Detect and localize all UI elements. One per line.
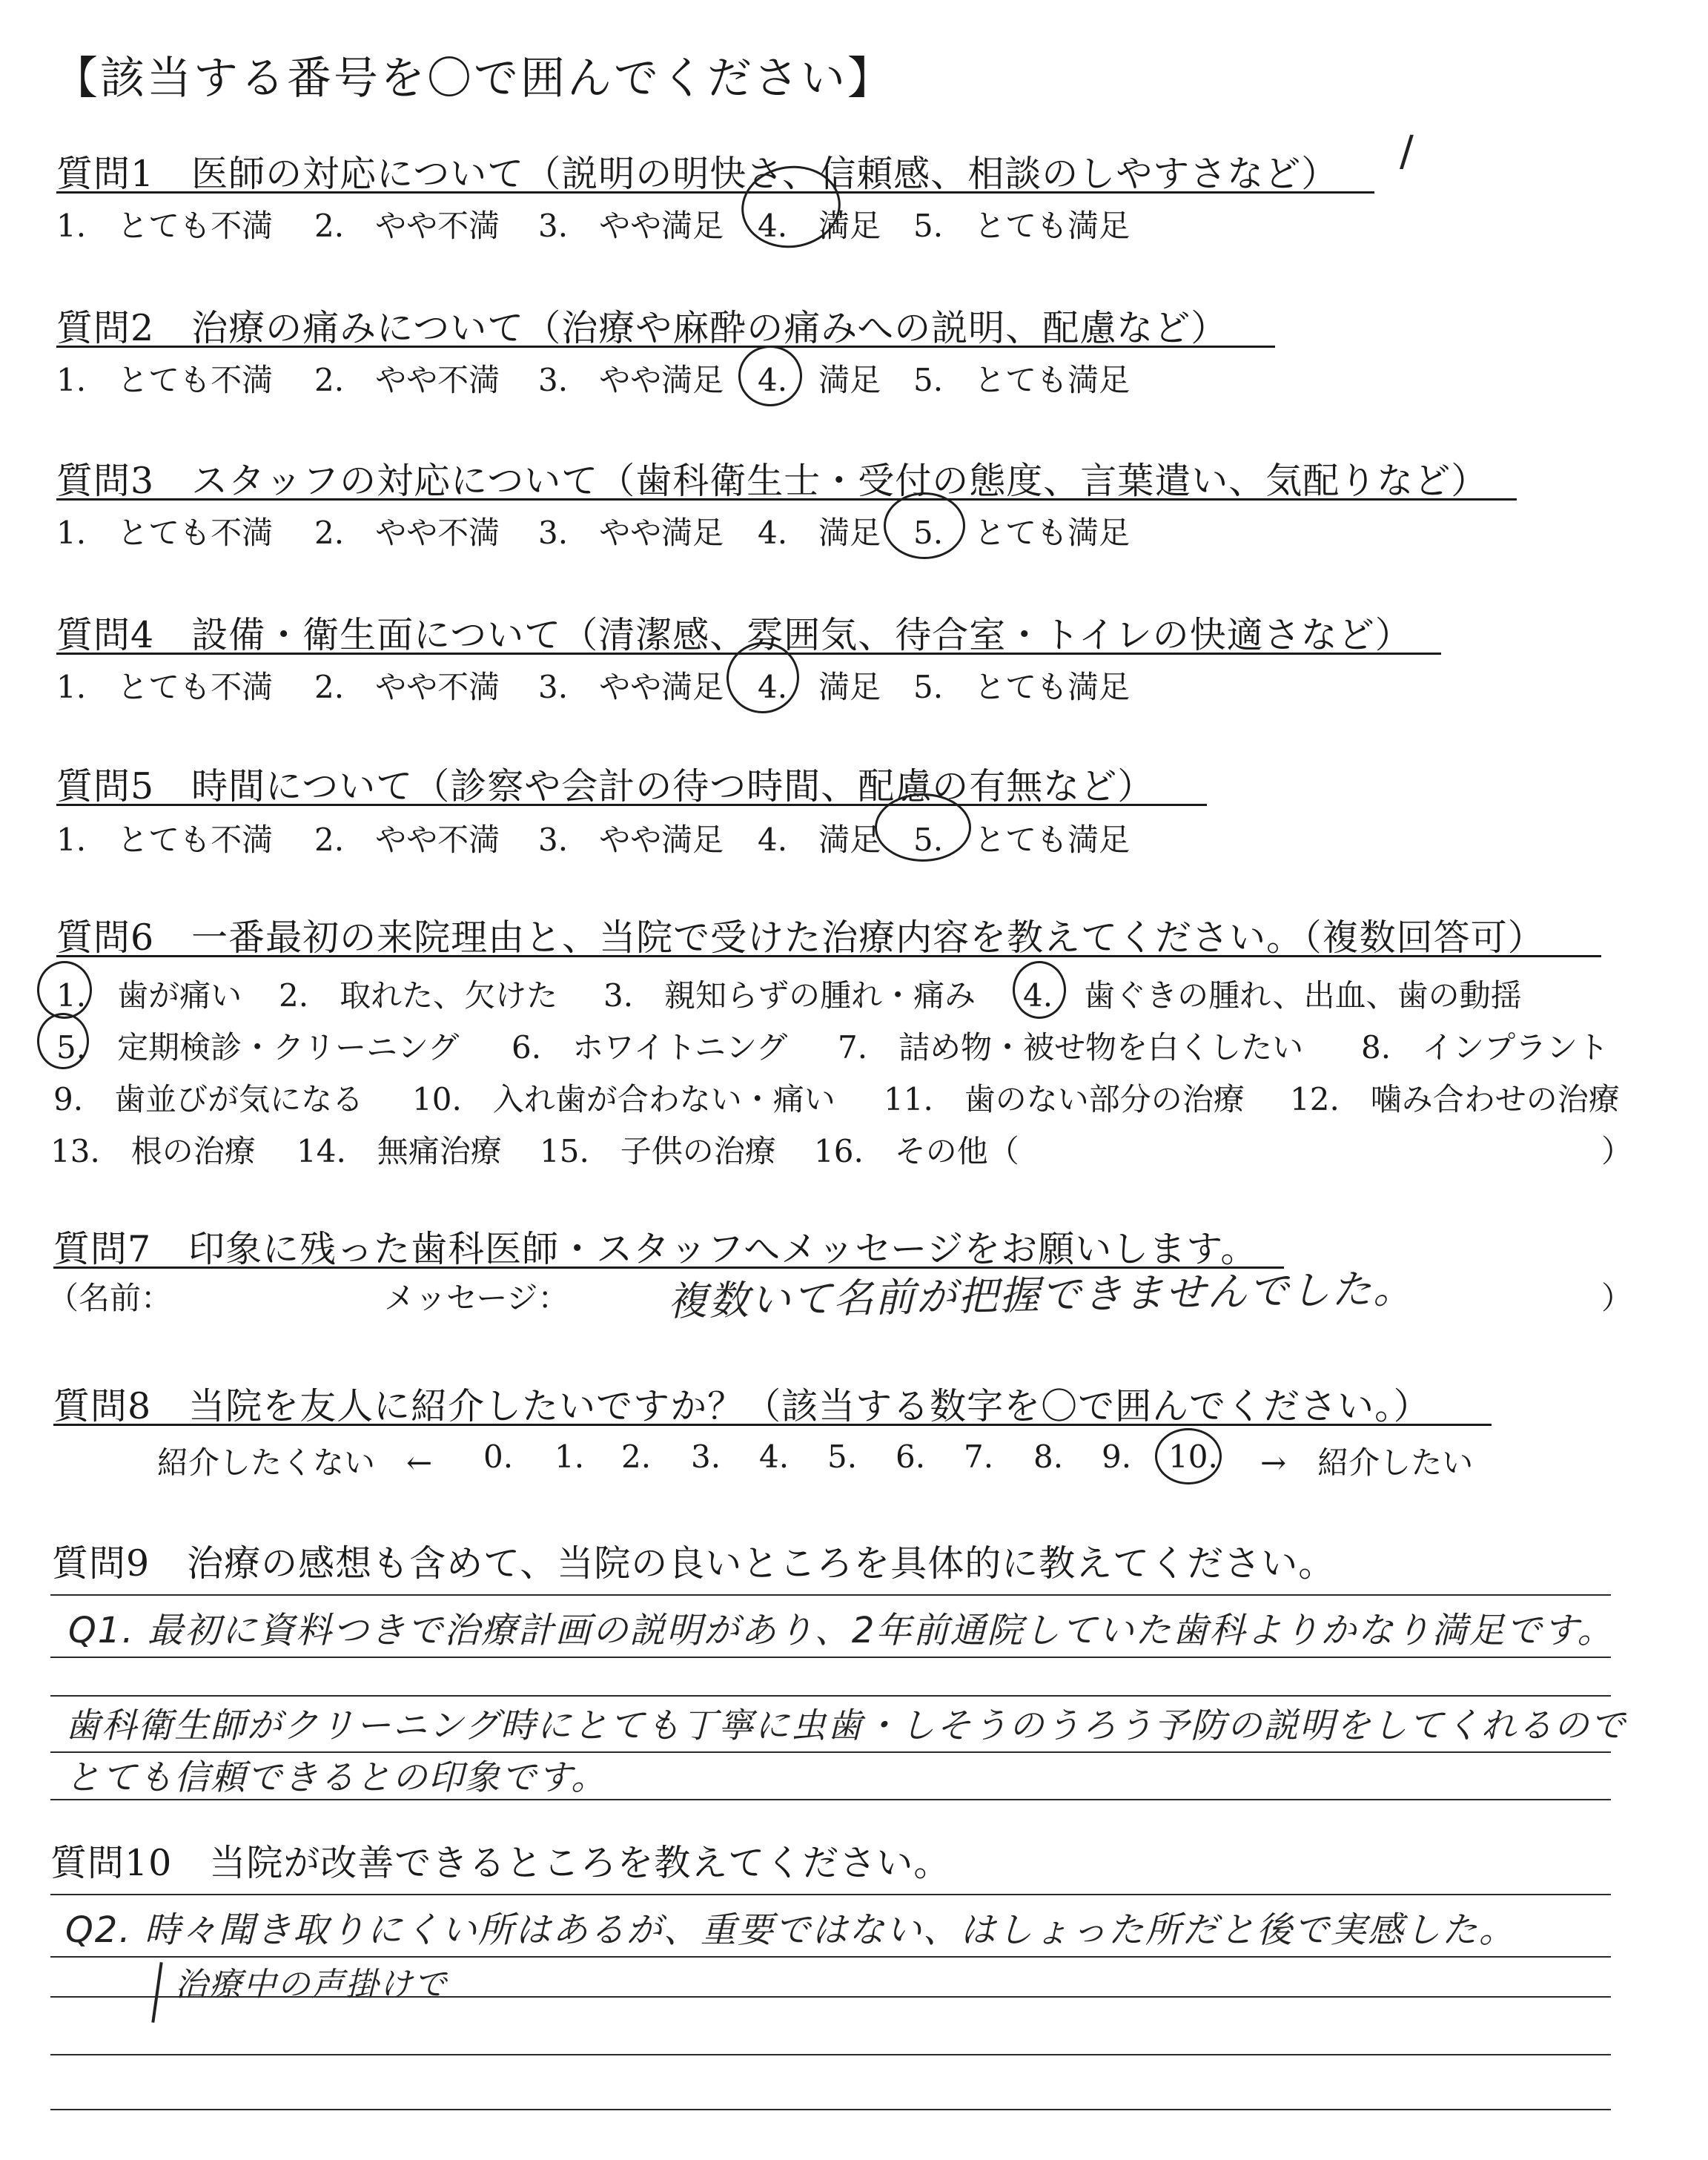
q6-option-15[interactable]: 15. 子供の治療 [540,1133,776,1169]
q3-option-5[interactable]: 5. とても満足 [913,515,1131,551]
q6-option-2[interactable]: 2. 取れた、欠けた [279,977,558,1014]
q5-option-1[interactable]: 1. とても不満 [56,822,274,858]
q6-option-10[interactable]: 10. 入れ歯が合わない・痛い [412,1081,835,1117]
q10-answer-line-5 [50,2109,1611,2110]
q8-number-9[interactable]: 9. [1102,1439,1132,1475]
q6-option-7[interactable]: 7. 詰め物・被せ物を白くしたい [838,1029,1304,1066]
q3-option-4[interactable]: 4. 満足 [758,515,881,551]
q6-selection-circle-5 [37,1013,89,1069]
q2-option-4[interactable]: 4. 満足 [758,362,881,398]
q9-answer-line-1 [50,1594,1611,1596]
q10-answer-line-1 [50,1894,1611,1895]
q6-option-8[interactable]: 8. インプラント [1361,1029,1609,1066]
q4-option-1[interactable]: 1. とても不満 [56,669,274,705]
q4-option-3[interactable]: 3. やや満足 [538,669,724,705]
q8-number-6[interactable]: 6. [896,1439,926,1475]
question-1-underline [56,191,1374,194]
question-7-title: 質問7 印象に残った歯科医師・スタッフへメッセージをお願いします。 [53,1228,1258,1270]
q7-message-label: メッセージ： [384,1280,569,1316]
q8-number-4[interactable]: 4. [759,1439,790,1475]
q4-option-4[interactable]: 4. 満足 [758,669,881,705]
q10-answer-line-3 [50,1996,1611,1998]
q8-number-8[interactable]: 8. [1033,1439,1064,1475]
q6-option-6[interactable]: 6. ホワイトニング [512,1029,788,1066]
q6-option-5[interactable]: 5. 定期検診・クリーニング [56,1029,460,1066]
q4-option-5[interactable]: 5. とても満足 [913,669,1131,705]
question-6-underline [56,955,1601,957]
q10-answer-line-4 [50,2054,1611,2055]
q6-option-14[interactable]: 14. 無痛治療 [297,1133,502,1169]
q8-left-label: 紹介したくない ← [157,1444,433,1481]
q8-number-0[interactable]: 0. [483,1439,514,1475]
q6-other-close-paren: ） [1601,1133,1633,1169]
q5-option-2[interactable]: 2. やや不満 [314,822,500,858]
question-2-title: 質問2 治療の痛みについて（治療や麻酔の痛みへの説明、配慮など） [56,307,1228,349]
q5-option-5[interactable]: 5. とても満足 [913,822,1131,858]
q8-number-10[interactable]: 10. [1168,1439,1218,1475]
q9-answer-text-1[interactable]: Q1. 最初に資料つきで治療計画の説明があり、2年前通院していた歯科よりかなり満足です。 [68,1610,1615,1651]
q1-option-4[interactable]: 4. 満足 [758,208,881,244]
q8-number-1[interactable]: 1. [555,1439,585,1475]
q3-selection-circle [884,492,965,559]
form-heading: 【該当する番号を〇で囲んでください】 [53,53,894,105]
q6-selection-circle-1 [37,961,92,1019]
q2-option-5[interactable]: 5. とても満足 [913,362,1131,398]
question-10-title: 質問10 当院が改善できるところを教えてください。 [50,1842,951,1884]
q8-selection-circle [1155,1428,1222,1484]
question-5-title: 質問5 時間について（診察や会計の待つ時間、配慮の有無など） [56,765,1155,807]
q3-option-3[interactable]: 3. やや満足 [538,515,724,551]
question-8-underline [53,1424,1492,1426]
q6-option-11[interactable]: 11. 歯のない部分の治療 [884,1081,1245,1117]
q6-option-13[interactable]: 13. 根の治療 [50,1133,256,1169]
q9-answer-text-2[interactable]: 歯科衛生師がクリーニング時にとても丁寧に虫歯・しそうのうろう予防の説明をしてくれるので [65,1705,1627,1746]
q8-number-3[interactable]: 3. [691,1439,721,1475]
question-3-underline [56,498,1517,501]
question-3-title: 質問3 スタッフの対応について（歯科衛生士・受付の態度、言葉遣い、気配りなど） [56,460,1489,502]
q1-option-3[interactable]: 3. やや満足 [538,208,724,244]
q8-number-5[interactable]: 5. [827,1439,858,1475]
q2-option-1[interactable]: 1. とても不満 [56,362,274,398]
q9-answer-text-3[interactable]: とても信頼できるとの印象です。 [65,1757,608,1798]
question-9-title: 質問9 治療の感想も含めて、当院の良いところを具体的に教えてください。 [52,1542,1336,1585]
q8-right-label: → 紹介したい [1260,1444,1474,1481]
q5-selection-circle [875,793,971,862]
q1-option-1[interactable]: 1. とても不満 [56,208,274,244]
question-1-title: 質問1 医師の対応について（説明の明快さ、信頼感、相談のしやすさなど） [56,153,1339,195]
q6-option-4[interactable]: 4. 歯ぐきの腫れ、出血、歯の動揺 [1023,977,1522,1014]
q9-answer-line-5 [50,1799,1611,1800]
q1-option-5[interactable]: 5. とても満足 [913,208,1131,244]
q8-number-2[interactable]: 2. [621,1439,652,1475]
q6-option-16-other[interactable]: 16. その他（ [814,1133,1019,1169]
question-4-title: 質問4 設備・衛生面について（清潔感、雰囲気、待合室・トイレの快適さなど） [56,614,1412,656]
q9-answer-line-3 [50,1695,1611,1697]
q5-option-3[interactable]: 3. やや満足 [538,822,724,858]
stray-pen-mark: / [1400,128,1415,176]
question-8-title: 質問8 当院を友人に紹介したいですか？（該当する数字を〇で囲んでください。） [53,1385,1431,1427]
q8-number-7[interactable]: 7. [964,1439,994,1475]
q10-pen-stroke [151,1962,162,2023]
q6-option-3[interactable]: 3. 親知らずの腫れ・痛み [603,977,976,1014]
question-5-underline [56,804,1207,806]
q1-option-2[interactable]: 2. やや不満 [314,208,500,244]
q9-answer-line-2 [50,1657,1611,1658]
question-6-title: 質問6 一番最初の来院理由と、当院で受けた治療内容を教えてください。（複数回答可） [56,916,1545,959]
question-2-underline [56,346,1275,348]
q5-option-4[interactable]: 4. 満足 [758,822,881,858]
q10-answer-text-1[interactable]: Q2. 時々聞き取りにくい所はあるが、重要ではない、はしょった所だと後で実感した。 [65,1909,1516,1951]
q6-option-12[interactable]: 12. 噛み合わせの治療 [1290,1081,1620,1117]
q6-option-1[interactable]: 1. 歯が痛い [56,977,242,1014]
q2-option-2[interactable]: 2. やや不満 [314,362,500,398]
q7-handwritten-message[interactable]: 複数いて名前が把握できませんでした。 [666,1265,1415,1325]
q3-option-2[interactable]: 2. やや不満 [314,515,500,551]
q7-name-label: （名前： [47,1280,173,1316]
q6-selection-circle-4 [1013,961,1066,1019]
q2-option-3[interactable]: 3. やや満足 [538,362,724,398]
q7-close-paren: ） [1601,1280,1633,1316]
q4-option-2[interactable]: 2. やや不満 [314,669,500,705]
q3-option-1[interactable]: 1. とても不満 [56,515,274,551]
q2-selection-circle [738,346,802,406]
q10-answer-text-2[interactable]: 治療中の声掛けで [175,1966,448,2004]
q6-option-9[interactable]: 9. 歯並びが気になる [53,1081,364,1117]
